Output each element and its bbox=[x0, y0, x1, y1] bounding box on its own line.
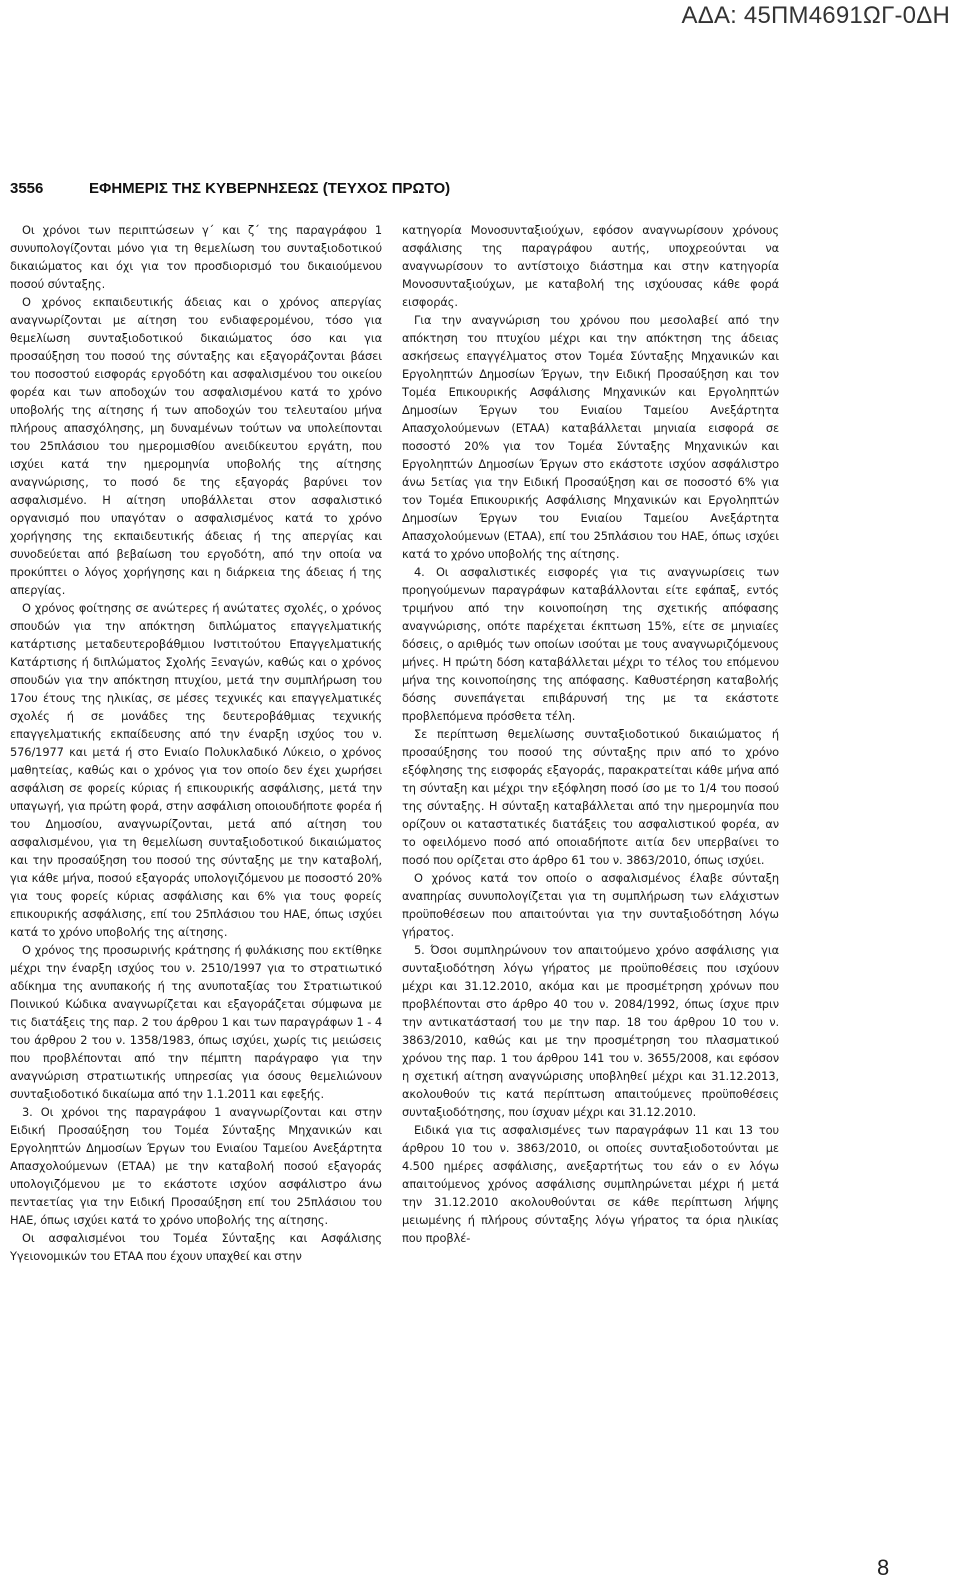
page-number: 3556 bbox=[10, 180, 44, 197]
gazette-title: ΕΦΗΜΕΡΙΣ ΤΗΣ ΚΥΒΕΡΝΗΣΕΩΣ (ΤΕΥΧΟΣ ΠΡΩΤΟ) bbox=[89, 180, 451, 197]
right-column bbox=[402, 221, 779, 1247]
left-column bbox=[10, 221, 382, 1265]
paragraph: κατηγορία Μονοσυνταξιούχων, εφόσον αναγνωρίσουν χρόνους ασφάλισης της παραγράφου αυτής, υποχρεούνται να αναγνωρίσουν το αντίστοιχο διάστημα και στην κατηγορία Μονοσυνταξιούχων, με καταβολή της ισχύουσας κάθε φορά εισφοράς. bbox=[402, 223, 779, 309]
paragraph: Ο χρόνος της προσωρινής κράτησης ή φυλάκισης που εκτίθηκε μέχρι την έναρξη ισχύος του ν. 2510/1997 για το στρατιωτικό αδίκημα της ανυπακοής ή της ανυποταξίας του Στρατιωτικού Ποινικού Κώδικα αναγνωρίζεται και εξαγοράζεται σύμφωνα με τις διατάξεις της παρ. 2 του άρθρου 1 και των παραγράφων 1 - 4 του άρθρου 2 του ν. 1358/1983, όπως ισχύει, χωρίς τις μειώσεις που προβλέπονται από την πέμπτη παράγραφο για την αναγνώριση στρατιωτικής υπηρεσίας για όσους θεμελιώνουν συνταξιοδοτικό δικαίωμα από την 1.1.2011 και εφεξής. bbox=[10, 943, 382, 1101]
paragraph: Οι ασφαλισμένοι του Τομέα Σύνταξης και Ασφάλισης Υγειονομικών του ΕΤΑΑ που έχουν υπαχθεί και στην bbox=[10, 1231, 382, 1263]
paragraph: 5. Όσοι συμπληρώνουν τον απαιτούμενο χρόνο ασφάλισης για συνταξιοδότηση λόγω γήρατος με προϋποθέσεις που ισχύουν μέχρι και 31.12.2010, ακόμα και με προσμέτρηση χρόνων που προβλέπονται στο άρθρο 40 του ν. 2084/1992, όπως ίσχυε πριν την αντικατάστασή του με την παρ. 18 του άρθρου 10 του ν. 3863/2010, καθώς και με την προσμέτρηση του πλασματικού χρόνου της παρ. 1 του άρθρου 141 του ν. 3655/2008, και εφόσον η σχετική αίτηση αναγνώρισης υποβληθεί μέχρι και 31.12.2013, ακολουθούν τις κατά περίπτωση απαιτούμενες προϋποθέσεις συνταξιοδότησης, που ίσχυαν μέχρι και 31.12.2010. bbox=[402, 943, 779, 1119]
paragraph: 3. Οι χρόνοι της παραγράφου 1 αναγνωρίζονται και στην Ειδική Προσαύξηση του Τομέα Σύνταξης Μηχανικών και Εργοληπτών Δημοσίων Έργων του Ενιαίου Ταμείου Ανεξάρτητα Απασχολούμενων (ΕΤΑΑ) με την καταβολή ποσού εξαγοράς υπολογιζόμενου με το εκάστοτε ισχύον ασφάλιστρο άνω πενταετίας για την Ειδική Προσαύξηση επί του 25πλάσιου του ΗΑΕ, όπως ισχύει κατά το χρόνο υποβολής της αίτησης. bbox=[10, 1105, 382, 1227]
paragraph: Ο χρόνος φοίτησης σε ανώτερες ή ανώτατες σχολές, ο χρόνος σπουδών για την απόκτηση διπλώματος επαγγελματικής κατάρτισης μεταδευτεροβάθμιου Ινστιτούτου Επαγγελματικής Κατάρτισης ή διπλώματος Σχολής Ξεναγών, καθώς και ο χρόνος σπουδών για την απόκτηση πτυχίου, μετά την συμπλήρωση του 17ου έτους της ηλικίας, σε μέσες τεχνικές και επαγγελματικές σχολές ή σε μονάδες της δευτεροβάθμιας τεχνικής επαγγελματικής εκπαίδευσης από την έναρξη ισχύος του ν. 576/1977 και μετά ή στο Ενιαίο Πολυκλαδικό Λύκειο, ο χρόνος μαθητείας, καθώς και ο χρόνος για τον οποίο δεν έχει χωρήσει ασφάλιση σε φορείς κύριας ή επικουρικής ασφάλισης, μετά την υπαγωγή, για πρώτη φορά, στην ασφάλιση οποιουδήποτε φορέα ή του Δημοσίου, αναγνωρίζονται, μετά από αίτηση του ασφαλισμένου, για τη θεμελίωση συνταξιοδοτικού δικαιώματος και την προσαύξηση του ποσού της σύνταξης με την καταβολή, για κάθε μήνα, ποσού εξαγοράς υπολογιζόμενου με ποσοστό 20% για τους φορείς κύριας ασφάλισης και 6% για τους φορείς επικουρικής ασφάλισης, επί του 25πλάσιου του ΗΑΕ, όπως ισχύει κατά το χρόνο υποβολής της αίτησης. bbox=[10, 601, 382, 939]
page-header bbox=[10, 180, 950, 204]
paragraph: Ο χρόνος κατά τον οποίο ο ασφαλισμένος έλαβε σύνταξη αναπηρίας συνυπολογίζεται για τη συμπλήρωση των ελάχιστων προϋποθέσεων που απαιτούνται για την συνταξιοδότηση λόγω γήρατος. bbox=[402, 871, 779, 939]
footer-page-number: 8 bbox=[877, 1555, 890, 1580]
paragraph: Σε περίπτωση θεμελίωσης συνταξιοδοτικού δικαιώματος ή προσαύξησης του ποσού της σύνταξης πριν από το χρόνο εξόφλησης της εισφοράς εξαγοράς, παρακρατείται κάθε μήνα από τη σύνταξη και μέχρι την εξόφληση ποσό ίσο με το 1/4 του ποσού της σύνταξης. Η σύνταξη καταβάλλεται από την ημερομηνία που ορίζουν οι καταστατικές διατάξεις του ασφαλιστικού φορέα, αν το οφειλόμενο ποσό από οποιαδήποτε αιτία δεν υπερβαίνει το ποσό που ορίζεται στο άρθρο 61 του ν. 3863/2010, όπως ισχύει. bbox=[402, 727, 779, 867]
paragraph: Ειδικά για τις ασφαλισμένες των παραγράφων 11 και 13 του άρθρου 10 του ν. 3863/2010, οι οποίες συνταξιοδοτούνται με 4.500 ημέρες ασφάλισης, ανεξαρτήτως του εάν ο εν λόγω απαιτούμενος χρόνος ασφάλισης συμπληρώνεται μέχρι ή μετά την 31.12.2010 ακολουθούνται σε κάθε περίπτωση λήψης μειωμένης ή πλήρους σύνταξης λόγω γήρατος τα όρια ηλικίας που προβλέ- bbox=[402, 1123, 779, 1245]
paragraph: Ο χρόνος εκπαιδευτικής άδειας και ο χρόνος απεργίας αναγνωρίζονται με αίτηση του ενδιαφερομένου, τόσο για θεμελίωση συνταξιοδοτικού δικαιώματος όσο και για προσαύξηση του ποσού της σύνταξης και εξαγοράζονται βάσει του ποσοστού εισφοράς εργοδότη και ασφαλισμένου του οικείου φορέα και των αποδοχών του ασφαλισμένου κατά το χρόνο υποβολής της αίτησης ή των αποδοχών του τελευταίου μήνα πλήρους απασχόλησης, μη δυναμένων τούτων να υπολείπονται του 25πλάσιου του ημερομισθίου ανειδίκευτου εργάτη, που ισχύει κατά την ημερομηνία υποβολής της αίτησης αναγνώρισης, το ποσό δε της εξαγοράς βαρύνει τον ασφαλισμένο. Η αίτηση υποβάλλεται στον ασφαλιστικό οργανισμό που υπαγόταν ο ασφαλισμένος κατά το χρόνο χορήγησης της εκπαιδευτικής άδειας ή της απεργίας και συνοδεύεται από βεβαίωση του εργοδότη, από την οποία να προκύπτει ο λόγος χορήγησης και η διάρκεια της άδειας ή της απεργίας. bbox=[10, 295, 382, 597]
paragraph: Για την αναγνώριση του χρόνου που μεσολαβεί από την απόκτηση του πτυχίου μέχρι και την απόκτηση της άδειας ασκήσεως επαγγέλματος στον Τομέα Σύνταξης Μηχανικών και Εργοληπτών Δημοσίων Έργων, την Ειδική Προσαύξηση και τον Τομέα Επικουρικής Ασφάλισης Μηχανικών και Εργοληπτών Δημοσίων Έργων του Ενιαίου Ταμείου Ανεξάρτητα Απασχολούμενων (ΕΤΑΑ) καταβάλλεται μηνιαία εισφορά σε ποσοστό 20% για τον Τομέα Σύνταξης Μηχανικών και Εργοληπτών Δημοσίων Έργων στο εκάστοτε ισχύον ασφάλιστρο άνω 5ετίας για την Ειδική Προσαύξηση και σε ποσοστό 6% για τον Τομέα Επικουρικής Ασφάλισης Μηχανικών και Εργοληπτών Δημοσίων Έργων του Ενιαίου Ταμείου Ανεξάρτητα Απασχολούμενων (ΕΤΑΑ), επί του 25πλάσιου του ΗΑΕ, όπως ισχύει κατά το χρόνο υποβολής της αίτησης. bbox=[402, 313, 779, 561]
paragraph: 4. Οι ασφαλιστικές εισφορές για τις αναγνωρίσεις των προηγούμενων παραγράφων καταβάλλονται είτε εφάπαξ, εντός τριμήνου από την κοινοποίηση της σχετικής απόφασης αναγνώρισης, οπότε παρέχεται έκπτωση 15%, είτε σε μηνιαίες δόσεις, ο αριθμός των οποίων ισούται με τους αναγνωριζόμενους μήνες. Η πρώτη δόση καταβάλλεται μέχρι το τέλος του επόμενου μήνα της κοινοποίησης της απόφασης. Καθυστέρηση καταβολής δόσης συνεπάγεται επιβάρυνσή της με τα εκάστοτε προβλεπόμενα πρόσθετα τέλη. bbox=[402, 565, 779, 723]
paragraph: Οι χρόνοι των περιπτώσεων γ΄ και ζ΄ της παραγράφου 1 συνυπολογίζονται μόνο για τη θεμελίωση του συνταξιοδοτικού δικαιώματος και όχι για τον προσδιορισμό του δικαιούμενου ποσού σύνταξης. bbox=[10, 223, 382, 291]
ada-code: ΑΔΑ: 45ΠΜ4691ΩΓ-0ΔΗ bbox=[681, 2, 950, 29]
